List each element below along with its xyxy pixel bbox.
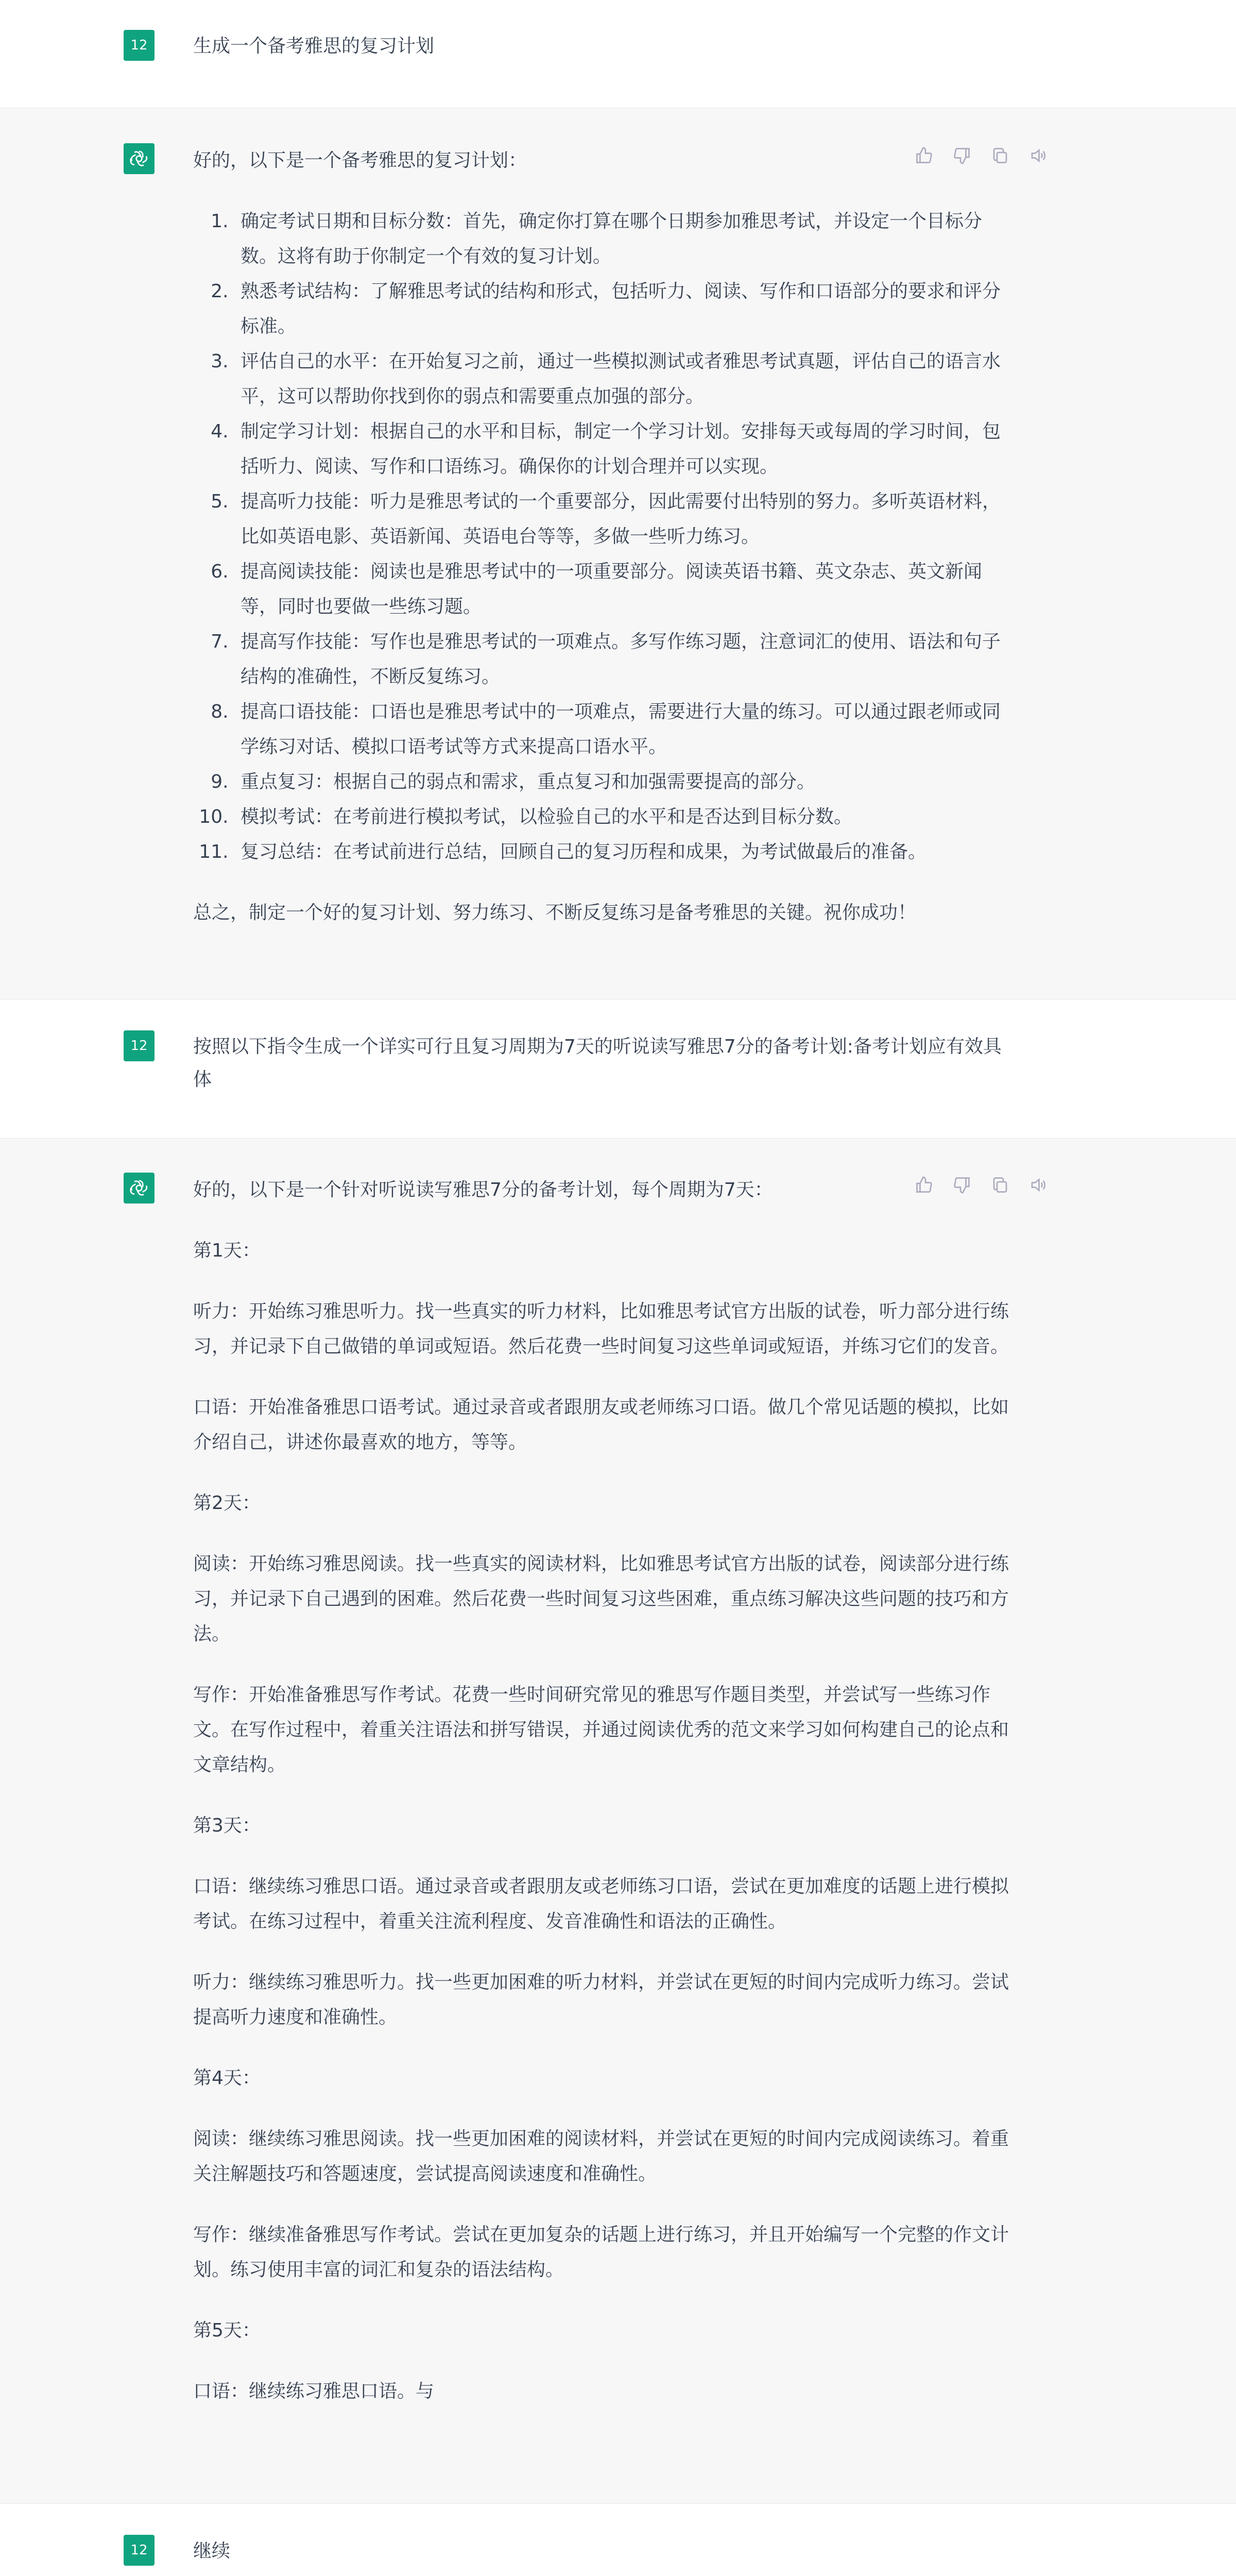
thumbs-down-icon[interactable] [950,143,974,168]
user-message-text: 生成一个备考雅思的复习计划 [193,36,435,57]
list-item: 8. 提高口语技能：口语也是雅思考试中的一项难点，需要进行大量的练习。可以通过跟老师或同学练习对话、模拟口语考试等方式来提高口语水平。 [234,694,1017,765]
assistant-message-text [193,1173,1017,2409]
user-avatar-label: 12 [130,2543,148,2558]
list-item: 10. 模拟考试：在考前进行模拟考试，以检验自己的水平和是否达到目标分数。 [234,800,1017,835]
copy-icon[interactable] [988,1173,1012,1197]
paragraph: 阅读：开始练习雅思阅读。找一些真实的阅读材料，比如雅思考试官方出版的试卷，阅读部分进行练习，并记录下自己遇到的困难。然后花费一些时间复习这些困难，重点练习解决这些问题的技巧和方法。 [193,1553,1009,1645]
message-actions [912,1173,1051,1197]
list-item: 11. 复习总结：在考试前进行总结，回顾自己的复习历程和成果，为考试做最后的准备。 [234,835,1017,870]
assistant-avatar [124,1173,154,1204]
paragraph: 好的，以下是一个针对听说读写雅思7分的备考计划，每个周期为7天： [193,1179,773,1200]
paragraph: 听力：开始练习雅思听力。找一些真实的听力材料，比如雅思考试官方出版的试卷，听力部分进行练习，并记录下自己做错的单词或短语。然后花费一些时间复习这些单词或短语，并练习它们的发音。 [193,1301,1009,1357]
user-message-2 [0,999,1236,1139]
user-avatar-label: 12 [130,1038,148,1054]
day-heading: 第3天： [193,1815,261,1836]
openai-logo-icon [129,148,149,169]
thumbs-up-icon[interactable] [912,1173,936,1197]
paragraph: 阅读：继续练习雅思阅读。找一些更加困难的阅读材料，并尝试在更短的时间内完成阅读练习。着重关注解题技巧和答题速度，尝试提高阅读速度和准确性。 [193,2128,1009,2184]
copy-icon[interactable] [988,143,1012,168]
speaker-icon[interactable] [1026,143,1051,168]
paragraph: 口语：开始准备雅思口语考试。通过录音或者跟朋友或老师练习口语。做几个常见话题的模拟，比如介绍自己，讲述你最喜欢的地方，等等。 [193,1397,1009,1453]
outro-paragraph: 总之，制定一个好的复习计划、努力练习、不断反复练习是备考雅思的关键。祝你成功！ [193,902,917,923]
thumbs-down-icon[interactable] [950,1173,974,1197]
user-avatar [124,30,154,61]
thumbs-up-icon[interactable] [912,143,936,168]
list-item: 7. 提高写作技能：写作也是雅思考试的一项难点。多写作练习题，注意词汇的使用、语法和句子结构的准确性，不断反复练习。 [234,624,1017,694]
day-heading: 第1天： [193,1240,261,1261]
user-message-1 [0,0,1236,108]
paragraph: 写作：继续准备雅思写作考试。尝试在更加复杂的话题上进行练习，并且开始编写一个完整的作文计划。练习使用丰富的词汇和复杂的语法结构。 [193,2224,1009,2280]
speaker-icon[interactable] [1026,1173,1051,1197]
revision-plan-list [193,204,1017,870]
list-item: 6. 提高阅读技能：阅读也是雅思考试中的一项重要部分。阅读英语书籍、英文杂志、英文新闻等，同时也要做一些练习题。 [234,554,1017,624]
paragraph: 口语：继续练习雅思口语。与 [193,2381,435,2402]
assistant-message-text [193,143,1017,930]
day-heading: 第2天： [193,1493,261,1514]
message-actions [912,143,1051,168]
list-item: 3. 评估自己的水平：在开始复习之前，通过一些模拟测试或者雅思考试真题，评估自己的语言水平，这可以帮助你找到你的弱点和需要重点加强的部分。 [234,344,1017,414]
paragraph: 写作：开始准备雅思写作考试。花费一些时间研究常见的雅思写作题目类型，并尝试写一些练习作文。在写作过程中，着重关注语法和拼写错误，并通过阅读优秀的范文来学习如何构建自己的论点和文章结构。 [193,1684,1009,1775]
user-message-text: 继续 [193,2540,231,2562]
assistant-message-1 [0,108,1236,999]
user-message-3 [0,2504,1236,2576]
day-heading: 第4天： [193,2067,261,2089]
user-avatar-label: 12 [130,38,148,53]
list-item: 2. 熟悉考试结构：了解雅思考试的结构和形式，包括听力、阅读、写作和口语部分的要求和评分标准。 [234,274,1017,344]
day-heading: 第5天： [193,2320,261,2341]
user-avatar [124,1030,154,1061]
user-message-text: 按照以下指令生成一个详实可行且复习周期为7天的听说读写雅思7分的备考计划:备考计划应有效具体 [193,1036,1002,1090]
assistant-message-2 [0,1139,1236,2504]
list-item: 5. 提高听力技能：听力是雅思考试的一个重要部分，因此需要付出特别的努力。多听英语材料，比如英语电影、英语新闻、英语电台等等，多做一些听力练习。 [234,484,1017,554]
user-avatar [124,2535,154,2566]
paragraph: 口语：继续练习雅思口语。通过录音或者跟朋友或老师练习口语，尝试在更加难度的话题上进行模拟考试。在练习过程中，着重关注流利程度、发音准确性和语法的正确性。 [193,1876,1009,1932]
openai-logo-icon [129,1178,149,1198]
list-item: 4. 制定学习计划：根据自己的水平和目标，制定一个学习计划。安排每天或每周的学习时间，包括听力、阅读、写作和口语练习。确保你的计划合理并可以实现。 [234,414,1017,484]
list-item: 1. 确定考试日期和目标分数：首先，确定你打算在哪个日期参加雅思考试，并设定一个目标分数。这将有助于你制定一个有效的复习计划。 [234,204,1017,274]
assistant-avatar [124,143,154,174]
paragraph: 听力：继续练习雅思听力。找一些更加困难的听力材料，并尝试在更短的时间内完成听力练习。尝试提高听力速度和准确性。 [193,1972,1009,2028]
list-item: 9. 重点复习：根据自己的弱点和需求，重点复习和加强需要提高的部分。 [234,765,1017,800]
intro-paragraph: 好的，以下是一个备考雅思的复习计划： [193,150,527,171]
